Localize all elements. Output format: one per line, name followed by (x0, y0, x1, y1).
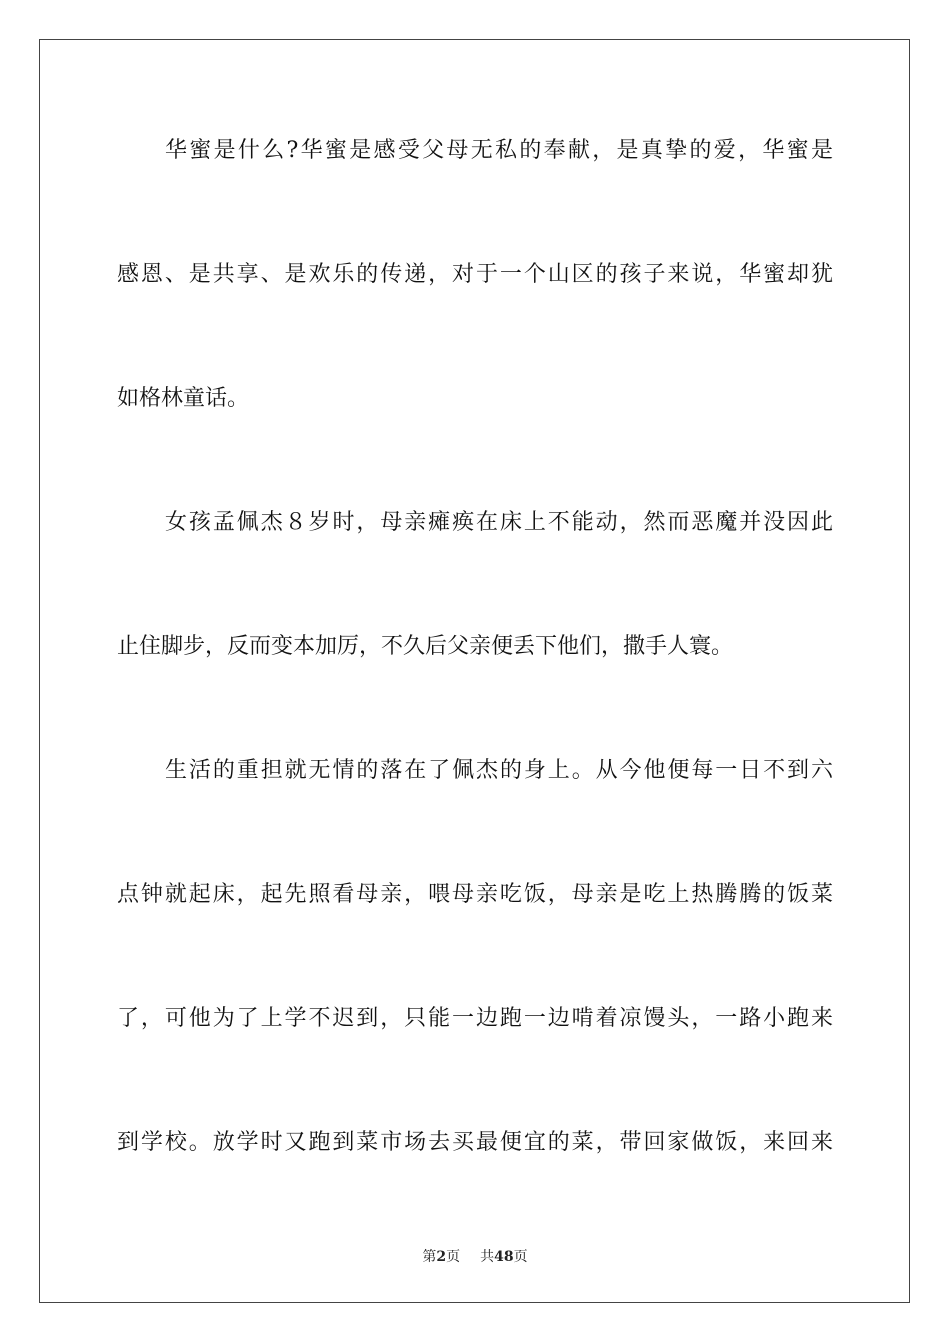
page-prefix: 第 (422, 1249, 437, 1265)
total-prefix: 共 (480, 1249, 495, 1265)
text-line: 点钟就起床，起先照看母亲，喂母亲吃饭，母亲是吃上热腾腾的饭菜 (117, 882, 833, 907)
text-line: 如格林童话。 (117, 386, 250, 411)
text-line: 女孩孟佩杰８岁时，母亲瘫痪在床上不能动，然而恶魔并没因此 (165, 510, 833, 535)
total-suffix: 页 (513, 1249, 528, 1265)
text-line: 生活的重担就无情的落在了佩杰的身上。从今他便每一日不到六 (165, 758, 833, 783)
text-line: 到学校。放学时又跑到菜市场去买最便宜的菜，带回家做饭，来回来 (117, 1130, 833, 1155)
page-suffix: 页 (446, 1249, 461, 1265)
text-line: 感恩、是共享、是欢乐的传递，对于一个山区的孩子来说，华蜜却犹 (117, 262, 833, 287)
text-line: 止住脚步，反而变本加厉，不久后父亲便丢下他们，撒手人寰。 (117, 634, 734, 659)
text-line: 华蜜是什么?华蜜是感受父母无私的奉献，是真挚的爱，华蜜是 (165, 138, 833, 163)
page-border (39, 39, 910, 1303)
page-number: 2 (436, 1249, 447, 1265)
total-pages: 48 (494, 1249, 514, 1265)
text-line: 了，可他为了上学不迟到，只能一边跑一边啃着凉馒头，一路小跑来 (117, 1006, 833, 1031)
page-footer (0, 1247, 950, 1267)
